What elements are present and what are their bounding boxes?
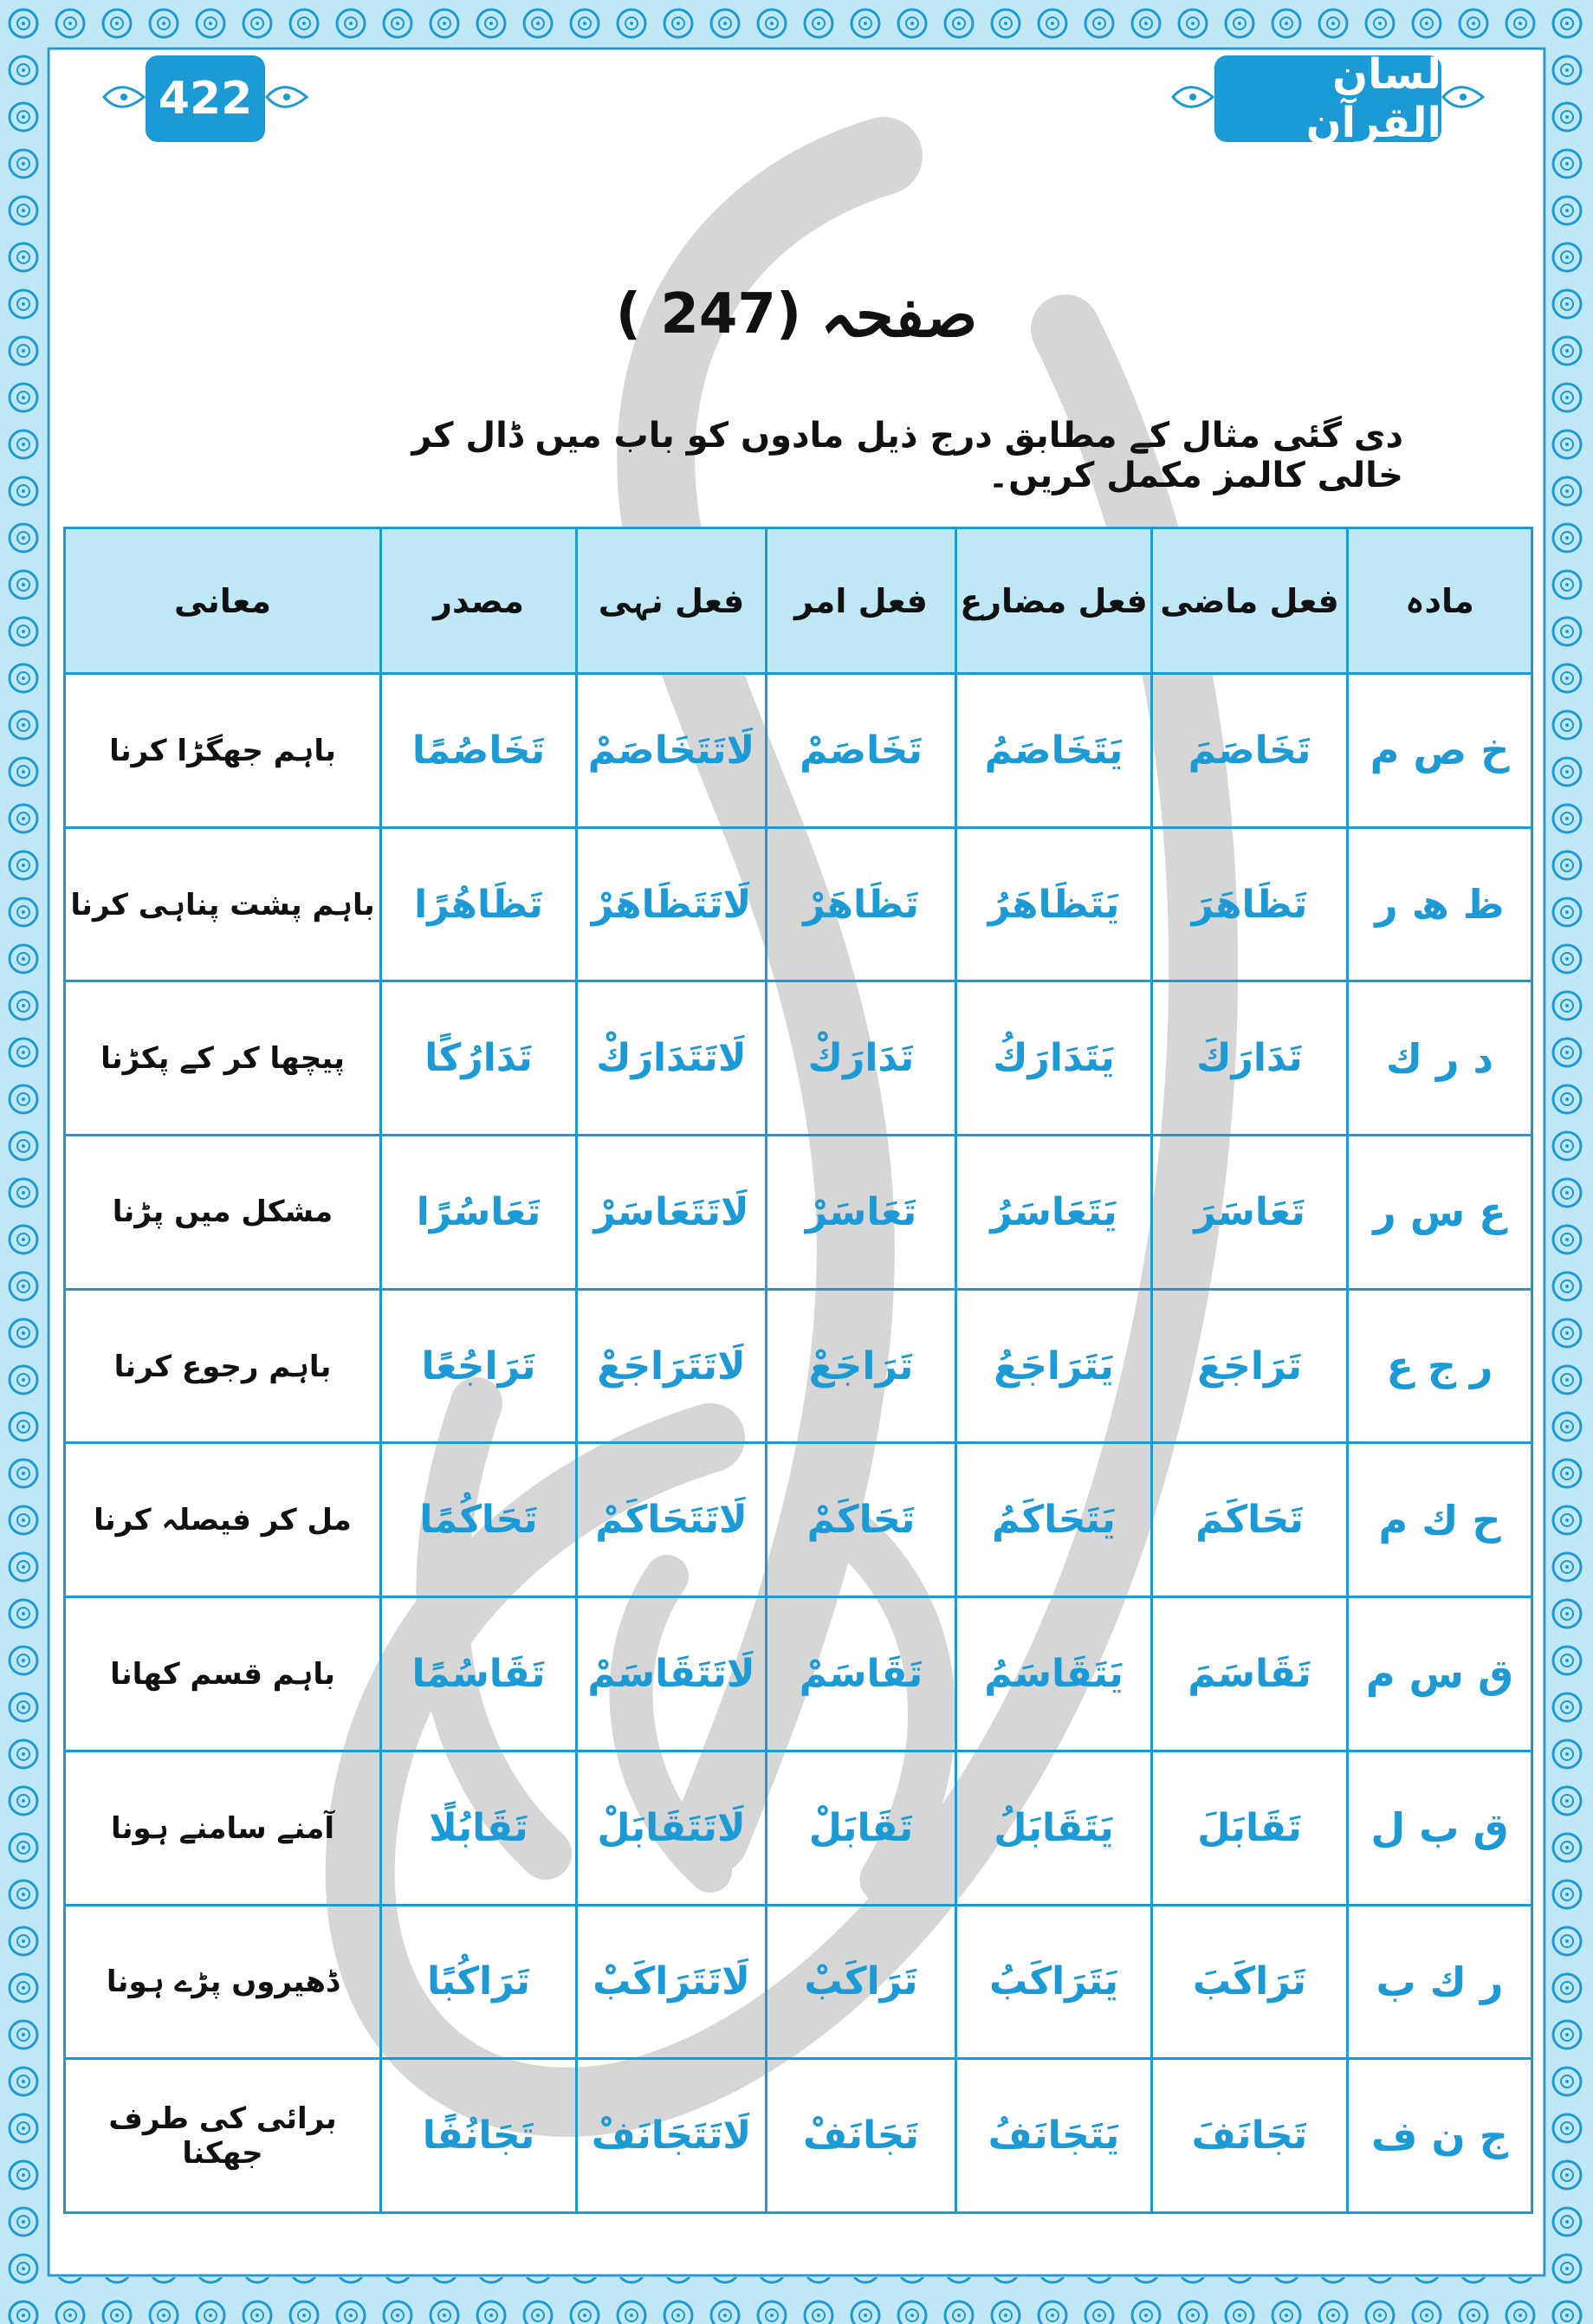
- table-header-row: [65, 528, 1532, 674]
- cell-meaning: باہم قسم کھانا: [65, 1597, 381, 1751]
- cell-verbal-noun: تَرَاجُعًا: [381, 1289, 577, 1443]
- cell-past: تَخَاصَمَ: [1152, 674, 1348, 828]
- cell-present: يَتَقَاسَمُ: [956, 1597, 1152, 1751]
- cell-meaning: برائی کی طرف جھکنا: [65, 2059, 381, 2213]
- cell-present: يَتَرَاكَبُ: [956, 1905, 1152, 2059]
- cell-meaning: باہم جھگڑا کرنا: [65, 674, 381, 828]
- cell-prohibition: لَاتَتَجَانَفْ: [577, 2059, 767, 2213]
- cell-root: ع س ر: [1348, 1136, 1532, 1290]
- cell-meaning: پیچھا کر کے پکڑنا: [65, 981, 381, 1136]
- cell-verbal-noun: تَحَاكُمًا: [381, 1443, 577, 1597]
- exercise-instruction: دی گئی مثال کے مطابق درج ذیل مادوں کو باب میں ڈال کر خالی کالمز مکمل کریں۔: [411, 416, 1403, 495]
- column-header-present: فعل مضارع: [956, 528, 1152, 674]
- cell-imperative: تَجَانَفْ: [767, 2059, 956, 2213]
- cell-verbal-noun: تَجَانُفًا: [381, 2059, 577, 2213]
- cell-imperative: تَعَاسَرْ: [767, 1136, 956, 1290]
- cell-past: تَدَارَكَ: [1152, 981, 1348, 1136]
- table-row: [65, 827, 1532, 981]
- cell-root: ج ن ف: [1348, 2059, 1532, 2213]
- cell-root: ح ك م: [1348, 1443, 1532, 1597]
- book-title-badge: لسان القرآن: [1214, 55, 1441, 142]
- cell-root: ق س م: [1348, 1597, 1532, 1751]
- cell-past: تَحَاكَمَ: [1152, 1443, 1348, 1597]
- cell-prohibition: لَاتَتَقَاسَمْ: [577, 1597, 767, 1751]
- verb-conjugation-table: [63, 527, 1533, 2214]
- table-row: [65, 981, 1532, 1136]
- cell-verbal-noun: تَرَاكُبًا: [381, 1905, 577, 2059]
- cell-prohibition: لَاتَتَظَاهَرْ: [577, 827, 767, 981]
- cell-present: يَتَحَاكَمُ: [956, 1443, 1152, 1597]
- cell-imperative: تَخَاصَمْ: [767, 674, 956, 828]
- cell-present: يَتَظَاهَرُ: [956, 827, 1152, 981]
- table-row: [65, 2059, 1532, 2213]
- cell-imperative: تَحَاكَمْ: [767, 1443, 956, 1597]
- cell-imperative: تَرَاكَبْ: [767, 1905, 956, 2059]
- cell-verbal-noun: تَعَاسُرًا: [381, 1136, 577, 1290]
- cell-imperative: تَقَاسَمْ: [767, 1597, 956, 1751]
- cell-prohibition: لَاتَتَرَاجَعْ: [577, 1289, 767, 1443]
- cell-past: تَظَاهَرَ: [1152, 827, 1348, 981]
- cell-verbal-noun: تَظَاهُرًا: [381, 827, 577, 981]
- page-heading: [0, 267, 1593, 362]
- cell-root: ق ب ل: [1348, 1751, 1532, 1905]
- heading-page-reference: ( 247): [615, 282, 802, 346]
- table-row: [65, 1443, 1532, 1597]
- cell-root: خ ص م: [1348, 674, 1532, 828]
- table-row: [65, 1136, 1532, 1290]
- cell-present: يَتَدَارَكُ: [956, 981, 1152, 1136]
- cell-prohibition: لَاتَتَدَارَكْ: [577, 981, 767, 1136]
- cell-imperative: تَقَابَلْ: [767, 1751, 956, 1905]
- page-number-ornament-right: [265, 80, 308, 114]
- cell-verbal-noun: تَدَارُكًا: [381, 981, 577, 1136]
- cell-past: تَرَاكَبَ: [1152, 1905, 1348, 2059]
- page-number-ornament-left: [102, 80, 146, 114]
- cell-present: يَتَعَاسَرُ: [956, 1136, 1152, 1290]
- cell-meaning: باہم پشت پناہی کرنا: [65, 827, 381, 981]
- brand-ornament-right: [1441, 80, 1485, 114]
- table-row: [65, 1289, 1532, 1443]
- cell-prohibition: لَاتَتَحَاكَمْ: [577, 1443, 767, 1597]
- cell-past: تَجَانَفَ: [1152, 2059, 1348, 2213]
- cell-meaning: مل کر فیصلہ کرنا: [65, 1443, 381, 1597]
- cell-imperative: تَظَاهَرْ: [767, 827, 956, 981]
- table-row: [65, 1597, 1532, 1751]
- cell-present: يَتَرَاجَعُ: [956, 1289, 1152, 1443]
- cell-meaning: مشکل میں پڑنا: [65, 1136, 381, 1290]
- column-header-verbal-noun: مصدر: [381, 528, 577, 674]
- heading-word: صفحہ: [820, 278, 978, 351]
- cell-present: يَتَقَابَلُ: [956, 1751, 1152, 1905]
- table-row: [65, 674, 1532, 828]
- cell-prohibition: لَاتَتَقَابَلْ: [577, 1751, 767, 1905]
- table-row: [65, 1751, 1532, 1905]
- cell-meaning: باہم رجوع کرنا: [65, 1289, 381, 1443]
- column-header-prohibition: فعل نہی: [577, 528, 767, 674]
- cell-present: يَتَخَاصَمُ: [956, 674, 1152, 828]
- cell-imperative: تَدَارَكْ: [767, 981, 956, 1136]
- cell-present: يَتَجَانَفُ: [956, 2059, 1152, 2213]
- cell-meaning: ڈھیروں پڑے ہونا: [65, 1905, 381, 2059]
- cell-verbal-noun: تَخَاصُمًا: [381, 674, 577, 828]
- cell-prohibition: لَاتَتَعَاسَرْ: [577, 1136, 767, 1290]
- cell-past: تَعَاسَرَ: [1152, 1136, 1348, 1290]
- cell-root: ر ج ع: [1348, 1289, 1532, 1443]
- column-header-past: فعل ماضی: [1152, 528, 1348, 674]
- cell-prohibition: لَاتَتَخَاصَمْ: [577, 674, 767, 828]
- cell-meaning: آمنے سامنے ہونا: [65, 1751, 381, 1905]
- column-header-root: مادہ: [1348, 528, 1532, 674]
- column-header-imperative: فعل امر: [767, 528, 956, 674]
- cell-root: ظ ھ ر: [1348, 827, 1532, 981]
- cell-imperative: تَرَاجَعْ: [767, 1289, 956, 1443]
- cell-verbal-noun: تَقَابُلًا: [381, 1751, 577, 1905]
- cell-root: د ر ك: [1348, 981, 1532, 1136]
- cell-past: تَقَاسَمَ: [1152, 1597, 1348, 1751]
- cell-past: تَرَاجَعَ: [1152, 1289, 1348, 1443]
- brand-ornament-left: [1171, 80, 1214, 114]
- cell-past: تَقَابَلَ: [1152, 1751, 1348, 1905]
- cell-prohibition: لَاتَتَرَاكَبْ: [577, 1905, 767, 2059]
- cell-root: ر ك ب: [1348, 1905, 1532, 2059]
- cell-verbal-noun: تَقَاسُمًا: [381, 1597, 577, 1751]
- table-row: [65, 1905, 1532, 2059]
- page-number: 422: [146, 55, 265, 142]
- column-header-meaning: معانی: [65, 528, 381, 674]
